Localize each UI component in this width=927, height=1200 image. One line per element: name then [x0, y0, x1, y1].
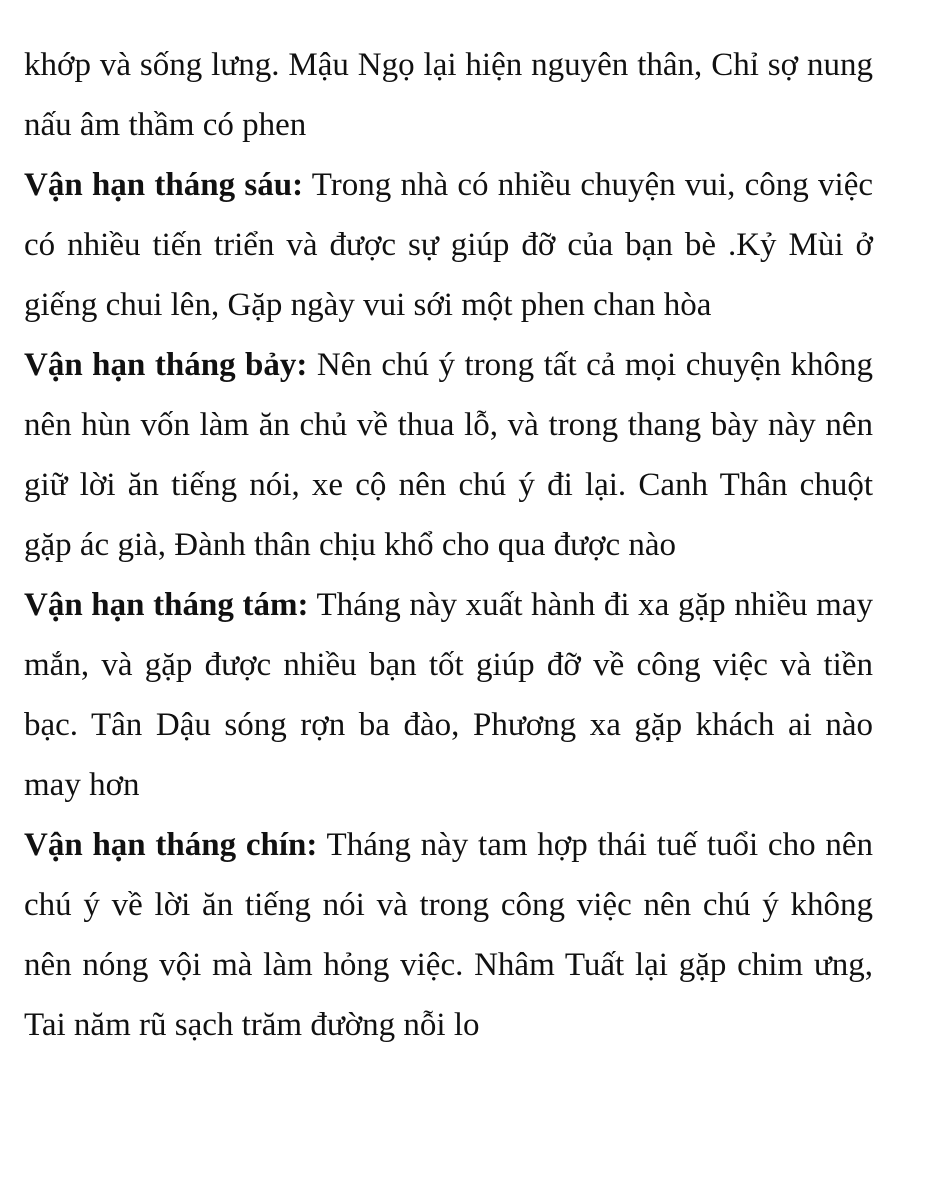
section-text: Tháng này tam hợp thái tuế tuổi cho nên chú ý về lời ăn tiếng nói và trong công việc nên chú ý không nên nóng vội mà làm hỏng việc. Nhâm Tuất lại gặp chim ưng, Tai năm rũ sạch trăm đường nỗi lo	[24, 827, 873, 1043]
section-heading: Vận hạn tháng chín:	[24, 827, 318, 863]
section-text: Tháng này xuất hành đi xa gặp nhiều may mắn, và gặp được nhiều bạn tốt giúp đỡ về công việc và tiền bạc. Tân Dậu sóng rợn ba đào, Phương xa gặp khách ai nào may hơn	[24, 587, 873, 803]
section-month-8	[24, 575, 873, 815]
section-month-6	[24, 155, 873, 335]
document-page	[24, 35, 873, 1055]
section-heading: Vận hạn tháng tám:	[24, 587, 309, 623]
intro-text: khớp và sống lưng. Mậu Ngọ lại hiện nguyên thân, Chỉ sợ nung nấu âm thầm có phen	[24, 47, 873, 143]
section-month-9	[24, 815, 873, 1055]
section-text: Nên chú ý trong tất cả mọi chuyện không nên hùn vốn làm ăn chủ về thua lỗ, và trong thang bày này nên giữ lời ăn tiếng nói, xe cộ nên chú ý đi lại. Canh Thân chuột gặp ác già, Đành thân chịu khổ cho qua được nào	[24, 347, 873, 563]
intro-paragraph	[24, 35, 873, 155]
section-month-7	[24, 335, 873, 575]
section-heading: Vận hạn tháng bảy:	[24, 347, 308, 383]
section-text: Trong nhà có nhiều chuyện vui, công việc có nhiều tiến triển và được sự giúp đỡ của bạn bè .Kỷ Mùi ở giếng chui lên, Gặp ngày vui sới một phen chan hòa	[24, 167, 873, 323]
section-heading: Vận hạn tháng sáu:	[24, 167, 304, 203]
